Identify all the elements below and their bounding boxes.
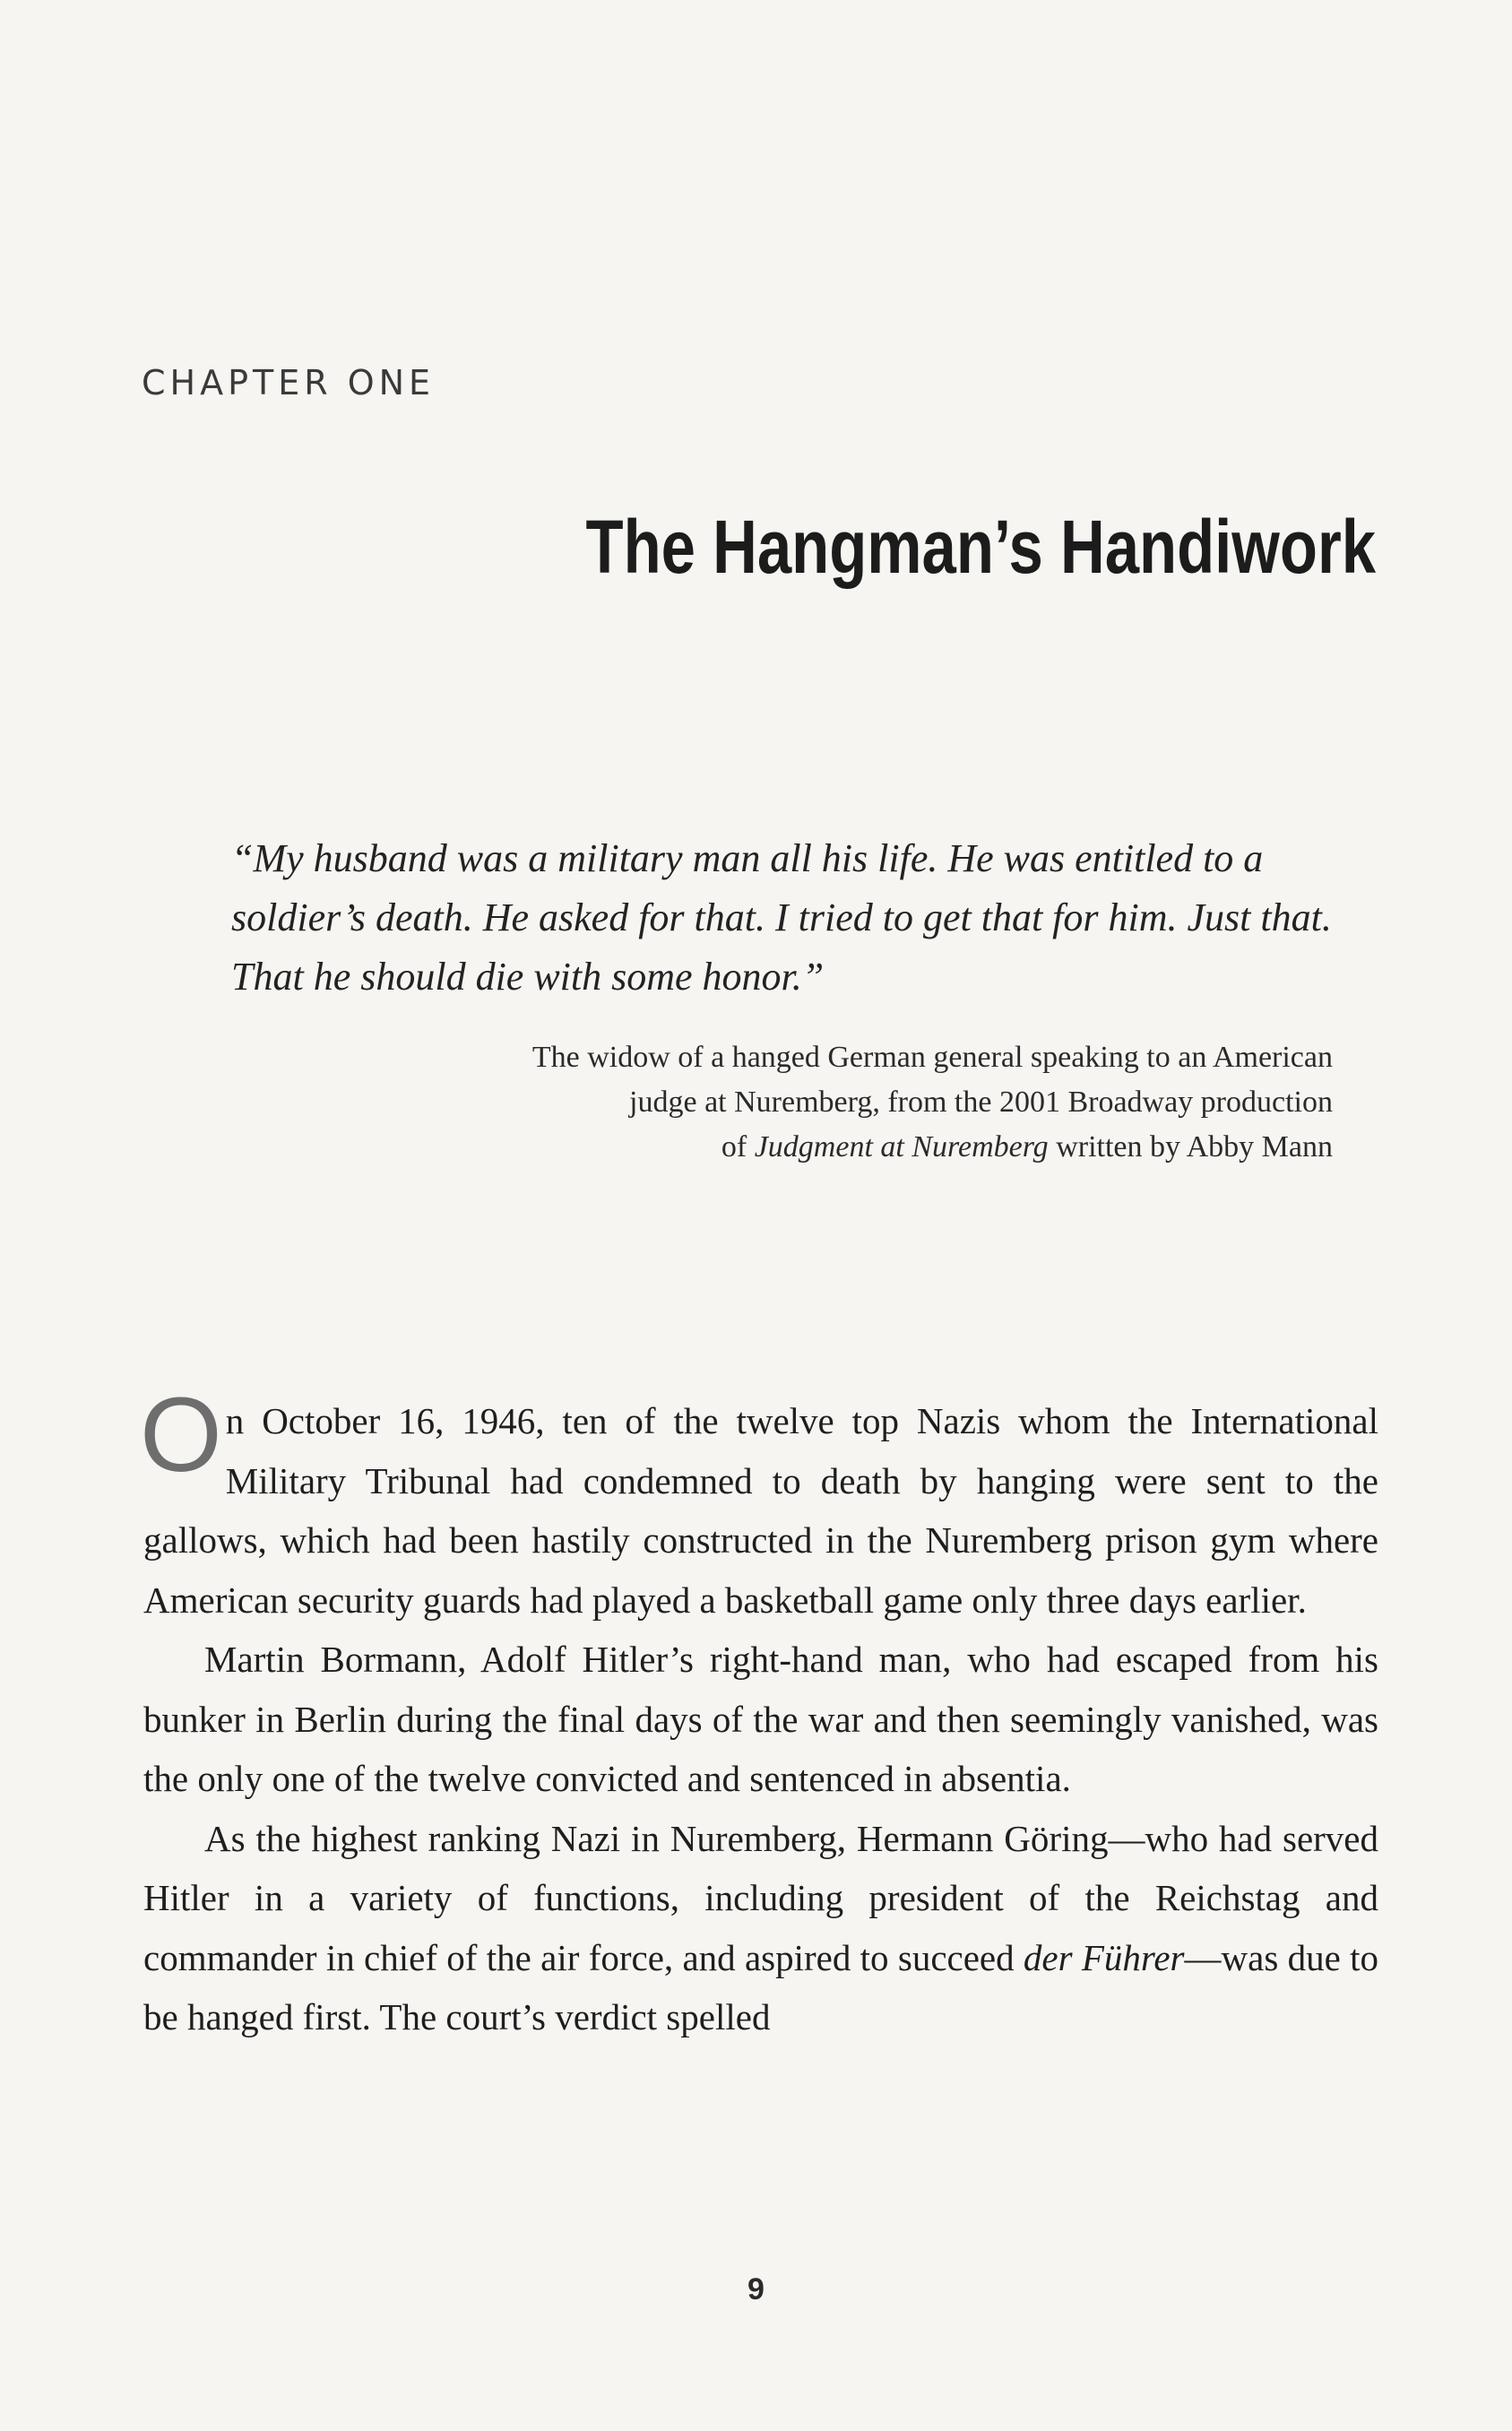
chapter-title: The Hangman’s Handiwork [585,505,1376,589]
page-number: 9 [747,2272,765,2306]
attribution-prefix: of [721,1130,755,1164]
attribution-line-3 [347,1125,1333,1170]
paragraph-1-text: n October 16, 1946, ten of the twelve top Nazis whom the International Military Tribunal had condemned to death by hanging were sent to the gallows, which had been hastily constructed in the Nuremberg prison gym where American security guards had played a basketball game only three days earlier. [143,1400,1378,1621]
epigraph-quote: “My husband was a military man all his life. He was entitled to a soldier’s death. He asked for that. I tried to get that for him. Just that. That he should die with some honor.” [231,836,1332,999]
paragraph-3-foreign-term: der Führer [1023,1936,1185,1978]
attribution-line-1: The widow of a hanged German general speaking to an American [531,1041,1333,1074]
paragraph-3-text-b: —was due to be hanged first. The court’s verdict spelled [143,1936,1378,2037]
paragraph-3 [143,1809,1378,2047]
attribution-work-title: Judgment at Nuremberg [754,1130,1049,1164]
body-text [140,1376,1378,2047]
chapter-label: CHAPTER ONE [142,363,436,402]
attribution-line-2: judge at Nuremberg, from the 2001 Broadway production [629,1086,1333,1119]
drop-cap: O [140,1376,222,1494]
paragraph-3-text-a: As the highest ranking Nazi in Nuremberg, Hermann Göring—who had served Hitler in a variety of functions, including president of the Reichstag and commander in chief of the air force, and aspired to succeed [143,1817,1378,1978]
paragraph-1 [140,1376,1378,1630]
attribution-suffix: written by Abby Mann [1048,1130,1333,1164]
epigraph-attribution [347,1035,1333,1170]
paragraph-2: Martin Bormann, Adolf Hitler’s right-hand man, who had escaped from his bunker in Berlin during the final days of the war and then seemingly vanished, was the only one of the twelve convicted and sentenced in absentia. [143,1639,1378,1799]
